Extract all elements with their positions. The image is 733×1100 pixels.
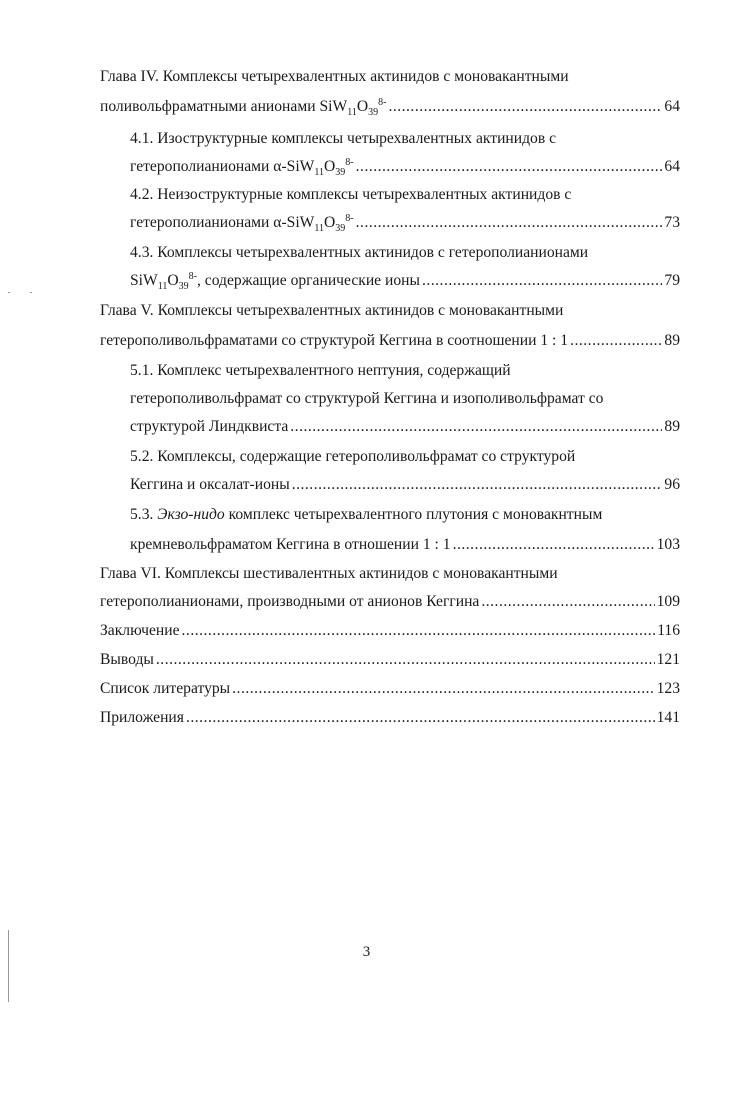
- toc-section-5-3-line-2[interactable]: кремневольфраматом Кеггина в отношении 1 : 1 ..... 103: [130, 530, 680, 560]
- toc-page-number: 89: [664, 418, 680, 435]
- toc-page-number: 116: [657, 622, 680, 639]
- toc-page-number: 141: [656, 709, 680, 726]
- page-number: 3: [362, 944, 371, 960]
- dot-leader: [156, 645, 655, 675]
- toc-section-5-2-line-2[interactable]: Кеггина и оксалат-ионы ..... 96: [130, 470, 680, 500]
- toc-page-number: 89: [664, 332, 680, 349]
- toc-section-4-1-line-2[interactable]: гетерополианионами $\alpha-SiW_{11}O_{39}^{8-}$ ..... 64: [130, 152, 680, 182]
- scan-margin-mark: [30, 292, 32, 293]
- toc-findings[interactable]: Выводы ..... 121: [100, 645, 680, 675]
- toc-appendix[interactable]: Приложения ..... 141: [100, 703, 680, 733]
- toc-page-number: 64: [664, 158, 680, 175]
- dot-leader: [388, 92, 662, 122]
- dot-leader: [570, 326, 662, 356]
- toc-chapter-6-line-1: Глава VI. Комплексы шестивалентных актинидов с моновакантными: [100, 565, 558, 582]
- toc-section-4-1-line-1: 4.1. Изоструктурные комплексы четырехвалентных актинидов с: [130, 130, 557, 147]
- toc-section-5-2-line-1: 5.2. Комплексы, содержащие гетерополивольфрамат со структурой: [130, 448, 576, 465]
- toc-chapter-4-line-2[interactable]: поливольфраматными анионами $SiW_{11}O_{39}^{8-}$ ..... 64: [100, 92, 680, 122]
- dot-leader: [481, 587, 654, 617]
- toc-section-4-3-line-1: 4.3. Комплексы четырехвалентных актинидов с гетерополианионами: [130, 244, 589, 261]
- toc-references[interactable]: Список литературы ..... 123: [100, 674, 680, 704]
- dot-leader: [356, 152, 663, 182]
- toc-page-number: 96: [664, 476, 680, 493]
- toc-chapter-4-line-1: Глава IV. Комплексы четырехвалентных актинидов с моновакантными: [100, 68, 569, 85]
- toc-page-number: 79: [664, 272, 680, 289]
- toc-page-number: 103: [656, 536, 680, 553]
- dot-leader: [186, 703, 655, 733]
- dot-leader: [453, 530, 655, 560]
- toc-chapter-5-line-2[interactable]: гетерополивольфраматами со структурой Кеггина в соотношении 1 : 1 ..... 89: [100, 326, 680, 356]
- toc-conclusion[interactable]: Заключение ..... 116: [100, 616, 680, 646]
- toc-chapter-5-line-1: Глава V. Комплексы четырехвалентных актинидов с моновакантными: [100, 302, 564, 319]
- dot-leader: [290, 412, 662, 442]
- dot-leader: [182, 616, 656, 646]
- toc-section-4-3-line-2[interactable]: $SiW_{11}O_{39}^{8-}$, содержащие органические ионы ..... 79: [130, 266, 680, 296]
- toc-section-4-2-line-1: 4.2. Неизоструктурные комплексы четырехвалентных актинидов с: [130, 186, 572, 203]
- scan-margin-mark: [8, 930, 9, 1002]
- scan-margin-mark: [8, 292, 10, 293]
- toc-page-number: 121: [656, 651, 680, 668]
- toc-section-5-3-line-1: 5.3. Экзо-нидо комплекс четырехвалентного плутония с моновакнтным: [130, 506, 603, 523]
- toc-page-number: 64: [664, 98, 680, 115]
- dot-leader: [356, 208, 663, 238]
- toc-chapter-6-line-2[interactable]: гетерополианионами, производными от анионов Кеггина ..... 109: [100, 587, 680, 617]
- toc-section-5-1-line-2: гетерополивольфрамат со структурой Кеггина и изополивольфрамат со: [130, 390, 604, 407]
- dot-leader: [292, 470, 663, 500]
- toc-page-number: 109: [656, 593, 680, 610]
- dot-leader: [422, 266, 662, 296]
- toc-section-5-1-line-1: 5.1. Комплекс четырехвалентного нептуния, содержащий: [130, 362, 511, 379]
- toc-page-number: 73: [664, 214, 680, 231]
- toc-section-5-1-line-3[interactable]: структурой Линдквиста ..... 89: [130, 412, 680, 442]
- toc-section-4-2-line-2[interactable]: гетерополианионами $\alpha-SiW_{11}O_{39}^{8-}$ ..... 73: [130, 208, 680, 238]
- toc-page-number: 123: [656, 680, 680, 697]
- dot-leader: [232, 674, 654, 704]
